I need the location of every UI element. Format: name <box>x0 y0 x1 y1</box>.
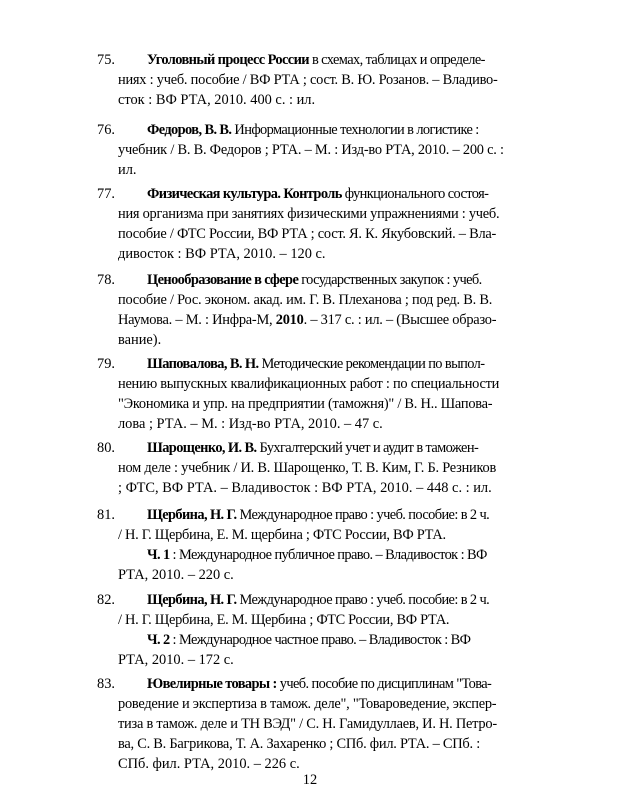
entry-author: Щербина, Н. Г. <box>147 507 237 523</box>
entry-title: Физическая культура. Контроль <box>147 186 342 202</box>
entry-title: Ценообразование в сфере <box>147 272 299 288</box>
entry-line <box>118 310 538 330</box>
entry-text: : Международное частное право. – Владивосток : ВФ <box>169 632 471 648</box>
entry-author: Щербина, Н. Г. <box>147 592 237 608</box>
entry-line <box>147 354 567 374</box>
entry-line: СПб. фил. РТА, 2010. – 226 с. <box>118 756 300 772</box>
entry-line <box>147 184 567 204</box>
entry-line: ном деле : учебник / И. В. Шарощенко, Т. В. Ким, Г. Б. Резников <box>118 460 497 476</box>
entry-number: 82. <box>97 592 115 608</box>
entry-line: ниях : учеб. пособие / ВФ РТА ; сост. В. Ю. Розанов. – Владиво- <box>118 72 498 88</box>
entry-author: Федоров, В. В. <box>147 122 232 138</box>
entry-number: 79. <box>97 356 115 372</box>
entry-number: 83. <box>97 676 115 692</box>
entry-line: ; ФТС, ВФ РТА. – Владивосток : ВФ РТА, 2010. – 448 с. : ил. <box>118 480 492 496</box>
entry-line <box>147 590 567 610</box>
entry-number: 78. <box>97 272 115 288</box>
entry-text: Информационные технологии в логистике : <box>231 122 479 138</box>
entry-line: ил. <box>118 162 137 178</box>
entry-title: Уголовный процесс России <box>147 52 309 68</box>
entry-line: РТА, 2010. – 172 с. <box>118 652 234 668</box>
entry-line <box>147 270 567 290</box>
entry-line <box>147 438 567 458</box>
entry-line: роведение и экспертиза в тамож. деле", "Товароведение, экспер- <box>118 696 497 712</box>
entry-line: вание). <box>118 332 162 348</box>
entry-line <box>147 674 567 694</box>
entry-number: 75. <box>97 52 115 68</box>
entry-line: нению выпускных квалификационных работ : по специальности <box>118 376 500 392</box>
entry-text: Бухгалтерский учет и аудит в таможен- <box>256 440 479 456</box>
entry-line: сток : ВФ РТА, 2010. 400 с. : ил. <box>118 92 316 108</box>
entry-line: пособие / ФТС России, ВФ РТА ; сост. Я. К. Якубовский. – Вла- <box>118 226 497 242</box>
entry-line: лова ; РТА. – М. : Изд-во РТА, 2010. – 47 с. <box>118 416 383 432</box>
entry-text: Международное право : учеб. пособие: в 2 ч. <box>236 507 490 523</box>
entry-text: государственных закупок : учеб. <box>298 272 482 288</box>
entry-line: пособие / Рос. эконом. акад. им. Г. В. Плеханова ; под ред. В. В. <box>118 292 493 308</box>
entry-line: дивосток : ВФ РТА, 2010. – 120 с. <box>118 246 326 262</box>
entry-text: Наумова. – М. : Инфра-М, <box>118 312 276 328</box>
entry-number: 76. <box>97 122 115 138</box>
entry-line <box>147 50 567 70</box>
entry-line <box>147 545 567 565</box>
entry-line: / Н. Г. Щербина, Е. М. Щербина ; ФТС России, ВФ РТА. <box>118 612 450 628</box>
entry-text: . – 317 с. : ил. – (Высшее образо- <box>303 312 497 328</box>
entry-line: ва, С. В. Багрикова, Т. А. Захаренко ; СПб. фил. РТА. – СПб. : <box>118 736 480 752</box>
entry-line: "Экономика и упр. на предприятии (таможня)" / В. Н.. Шапова- <box>118 396 493 412</box>
entry-volume: Ч. 1 <box>147 547 170 563</box>
entry-year: 2010 <box>275 312 304 328</box>
entry-text: Методические рекомендации по выпол- <box>258 356 485 372</box>
entry-number: 80. <box>97 440 115 456</box>
entry-volume: Ч. 2 <box>147 632 170 648</box>
entry-line <box>147 120 567 140</box>
entry-author: Шаповалова, В. Н. <box>147 356 259 372</box>
entry-text: функционального состоя- <box>341 186 489 202</box>
entry-title: Ювелирные товары : <box>147 676 277 692</box>
entry-text: : Международное публичное право. – Владивосток : ВФ <box>169 547 487 563</box>
entry-number: 77. <box>97 186 115 202</box>
page-number: 12 <box>302 772 318 788</box>
entry-number: 81. <box>97 507 115 523</box>
entry-line: РТА, 2010. – 220 с. <box>118 567 234 583</box>
entry-line <box>147 505 567 525</box>
entry-line: учебник / В. В. Федоров ; РТА. – М. : Изд-во РТА, 2010. – 200 с. : <box>118 142 504 158</box>
entry-text: учеб. пособие по дисциплинам "Това- <box>276 676 492 692</box>
entry-line: тиза в тамож. деле и ТН ВЭД" / С. Н. Гамидуллаев, И. Н. Петро- <box>118 716 497 732</box>
entry-line: / Н. Г. Щербина, Е. М. щербина ; ФТС России, ВФ РТА. <box>118 527 446 543</box>
entry-text: в схемах, таблицах и определе- <box>308 52 485 68</box>
entry-line <box>147 630 567 650</box>
entry-text: Международное право : учеб. пособие: в 2 ч. <box>236 592 490 608</box>
entry-line: ния организма при занятиях физическими упражнениями : учеб. <box>118 206 500 222</box>
entry-author: Шарощенко, И. В. <box>147 440 257 456</box>
